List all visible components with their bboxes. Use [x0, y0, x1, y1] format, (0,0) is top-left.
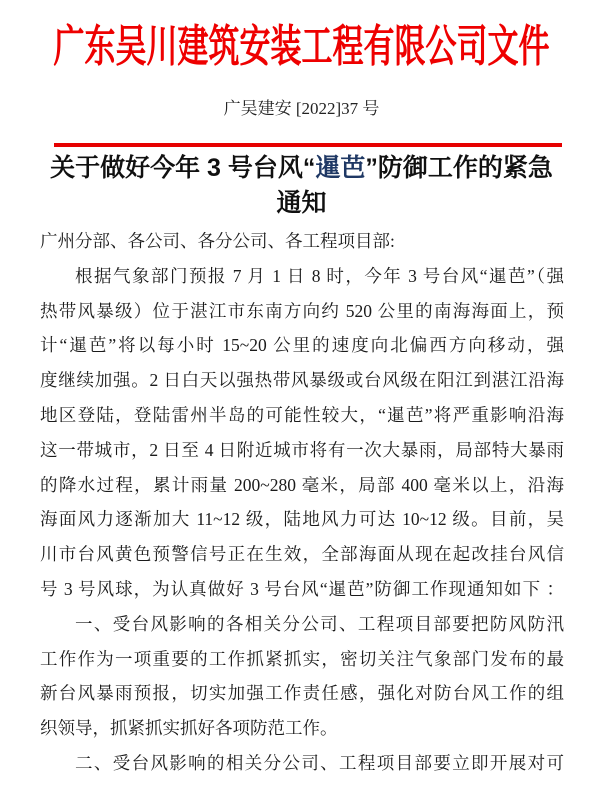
- company-header-title: 广东吴川建筑安装工程有限公司文件: [53, 21, 550, 72]
- body-line: 根据气象部门预报 7 月 1 日 8 时，今年 3 号台风“暹芭”（强: [75, 265, 564, 286]
- document-body: [40, 224, 564, 781]
- title-line2: 通知: [276, 189, 327, 217]
- typhoon-name-highlight: 暹芭: [315, 154, 366, 182]
- body-line: 工作作为一项重要的工作抓紧抓实，密切关注气象部门发布的最: [40, 648, 564, 669]
- title-line1-pre: 关于做好今年 3 号台风“: [50, 154, 316, 182]
- body-line: 这一带城市，2 日至 4 日附近城市将有一次大暴雨，局部特大暴雨: [40, 439, 564, 460]
- body-line: 新台风暴雨预报，切实加强工作责任感，强化对防台风工作的组: [40, 683, 564, 704]
- body-line: 号 3 号风球，为认真做好 3 号台风“暹芭”防御工作现通知如下 ：: [40, 578, 564, 599]
- body-line: 的降水过程，累计雨量 200~280 毫米，局部 400 毫米以上，沿海: [40, 474, 564, 495]
- doc-number: 广吴建安 [2022]37 号: [223, 99, 380, 118]
- body-line: 川市台风黄色预警信号正在生效，全部海面从现在起改挂台风信: [40, 544, 564, 565]
- document-title: [40, 151, 563, 221]
- title-line1-post: ”防御工作的紧急: [365, 154, 553, 182]
- body-line: 计“暹芭”将以每小时 15~20 公里的速度向北偏西方向移动，强: [40, 335, 564, 356]
- body-line: 热带风暴级）位于湛江市东南方向约 520 公里的南海海面上，预: [40, 300, 564, 321]
- body-line: 一、受台风影响的各相关分公司、工程项目部要把防风防汛: [75, 613, 564, 634]
- red-divider: [54, 143, 562, 147]
- body-line: 海面风力逐渐加大 11~12 级，陆地风力可达 10~12 级。目前，吴: [40, 509, 564, 530]
- body-line: 织领导，抓紧抓实抓好各项防范工作。: [40, 718, 338, 739]
- body-line: 地区登陆，登陆雷州半岛的可能性较大，“暹芭”将严重影响沿海: [40, 404, 564, 425]
- body-line: 度继续加强。2 日白天以强热带风暴级或台风级在阳江到湛江沿海: [40, 370, 564, 391]
- body-line: 二、受台风影响的相关分公司、工程项目部要立即开展对可: [75, 752, 564, 773]
- body-line: 广州分部、各公司、各分公司、各工程项目部:: [40, 231, 395, 251]
